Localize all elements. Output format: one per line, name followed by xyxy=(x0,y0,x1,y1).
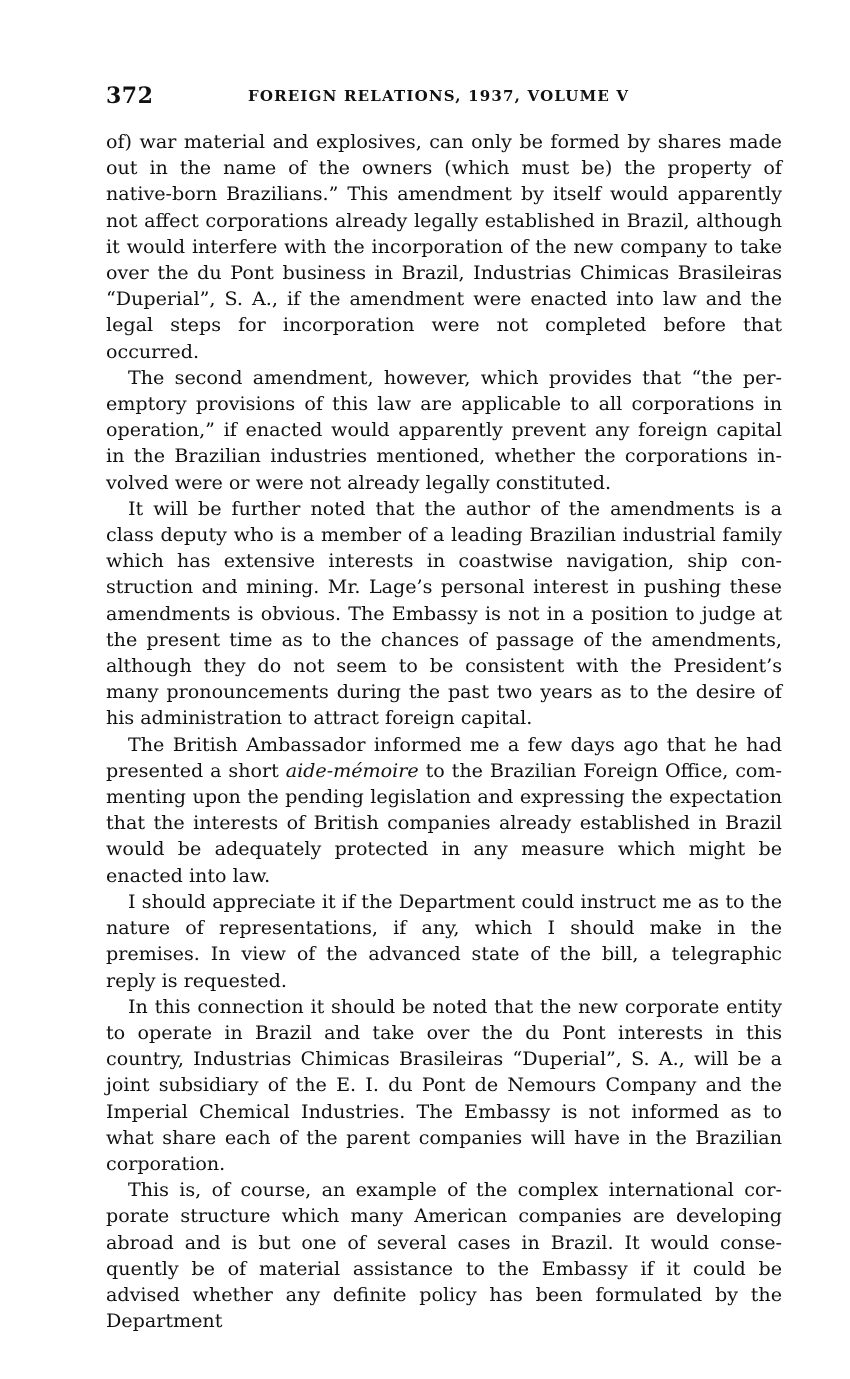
running-head: FOREIGN RELATIONS, 1937, VOLUME V xyxy=(248,87,630,105)
italic-term: aide-mémoire xyxy=(285,758,419,782)
paragraph-text: The British Ambassador informed me a few days ago that he had presented a short xyxy=(106,732,782,782)
paragraph-request-instructions: I should appreciate it if the Department could instruct me as to the nature of representations, if any, which I should make in the premises. In view of the advanced state of the bill, a telegraphic reply is requested. xyxy=(106,889,782,992)
paragraph-british-ambassador xyxy=(106,732,782,889)
paragraph-second-amendment: The second amendment, however, which provides that “the peremptory provisions of this law are applicable to all corporations in operation,” if enacted would apparently prevent any foreign capital in the Brazilian industries mentioned, whether the corporations involved were or were not already legally constituted. xyxy=(106,365,782,494)
paragraph-continuation: of) war material and explosives, can only be formed by shares made out in the name of the owners (which must be) the property of native-born Brazilians.” This amendment by itself would apparently not affect corporations already legally established in Brazil, although it would interfere with the incorporation of the new company to take over the du Pont business in Brazil, Industrias Chimicas Brasileiras “Duperial”, S. A., if the amendment were enacted into law and the legal steps for incorporation were not completed before that occurred. xyxy=(106,130,782,363)
paragraph-author-of-amendments: It will be further noted that the author of the amendments is a class deputy who is a member of a leading Brazilian industrial family which has extensive interests in coastwise navigation, ship construction and mining. Mr. Lage’s personal interest in pushing these amendments is obvious. The Embassy is not in a position to judge at the present time as to the chances of passage of the amendments, although they do not seem to be consistent with the President’s many pronouncements during the past two years as to the desire of his administration to attract foreign capital. xyxy=(106,496,782,730)
paragraph-corporate-entity: In this connection it should be noted that the new corporate entity to operate in Brazil and take over the du Pont interests in this country, Industrias Chimicas Brasileiras “Duperial”, S. A., will be a joint subsidiary of the E. I. du Pont de Nemours Company and the Imperial Chemical Industries. The Embassy is not informed as to what share each of the parent companies will have in the Brazilian corporation. xyxy=(106,994,782,1175)
paragraph-text: to the Brazilian Foreign Office, commenting upon the pending legislation and expressing the expectation that the interests of British companies already established in Brazil would be adequately protected in any measure which might be enacted into law. xyxy=(106,758,782,887)
paragraph-policy-question: This is, of course, an example of the complex international corporate structure which many American companies are developing abroad and is but one of several cases in Brazil. It would consequently be of material assistance to the Embassy if it could be advised whether any definite policy has been formulated by the Department xyxy=(106,1178,782,1333)
body-text xyxy=(106,129,782,1334)
page-number: 372 xyxy=(106,83,154,109)
page-header xyxy=(106,80,782,114)
